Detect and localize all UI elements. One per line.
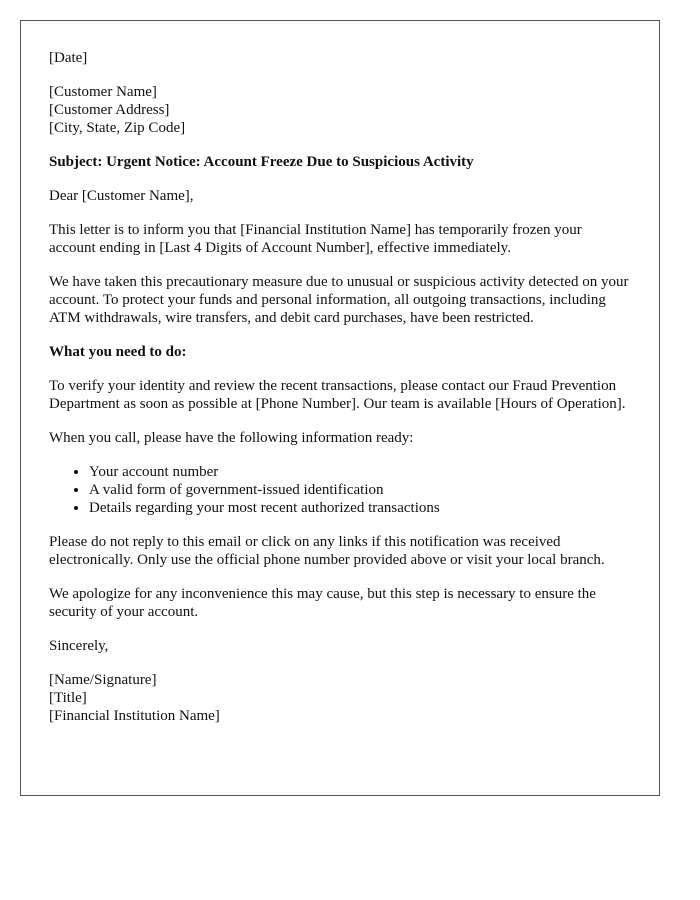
body-paragraph-6: We apologize for any inconvenience this may cause, but this step is necessary to ensure the security of your account.	[49, 586, 596, 620]
required-info-list	[49, 463, 631, 517]
subject-line: Subject: Urgent Notice: Account Freeze Due to Suspicious Activity	[49, 154, 474, 170]
recipient-block	[49, 83, 631, 137]
body-paragraph-3: To verify your identity and review the recent transactions, please contact our Fraud Prevention Department as soon as possible at [Phone Number]. Our team is available [Hours of Operation].	[49, 378, 626, 412]
recipient-address: [Customer Address]	[49, 102, 170, 118]
signature-name: [Name/Signature]	[49, 672, 157, 688]
signature-institution: [Financial Institution Name]	[49, 708, 220, 724]
signature-title: [Title]	[49, 690, 87, 706]
body-paragraph-2: We have taken this precautionary measure due to unusual or suspicious activity detected on your account. To protect your funds and personal information, all outgoing transactions, including ATM withdrawals, wire transfers, and debit card purchases, have been restricted.	[49, 274, 629, 326]
letter-page	[20, 20, 660, 796]
list-item: • Your account number	[89, 463, 631, 481]
body-paragraph-1: This letter is to inform you that [Financial Institution Name] has temporarily frozen your account ending in [Last 4 Digits of Account Number], effective immediately.	[49, 222, 582, 256]
section-heading: What you need to do:	[49, 344, 187, 360]
signature-block	[49, 671, 631, 725]
closing: Sincerely,	[49, 638, 109, 654]
salutation: Dear [Customer Name],	[49, 188, 194, 204]
recipient-name: [Customer Name]	[49, 84, 157, 100]
list-item: • Details regarding your most recent authorized transactions	[89, 499, 631, 517]
body-paragraph-4: When you call, please have the following information ready:	[49, 430, 414, 446]
list-item: • A valid form of government-issued identification	[89, 481, 631, 499]
letter-date: [Date]	[49, 50, 88, 66]
recipient-city: [City, State, Zip Code]	[49, 120, 186, 136]
body-paragraph-5: Please do not reply to this email or click on any links if this notification was received electronically. Only use the official phone number provided above or visit your local branch.	[49, 534, 605, 568]
